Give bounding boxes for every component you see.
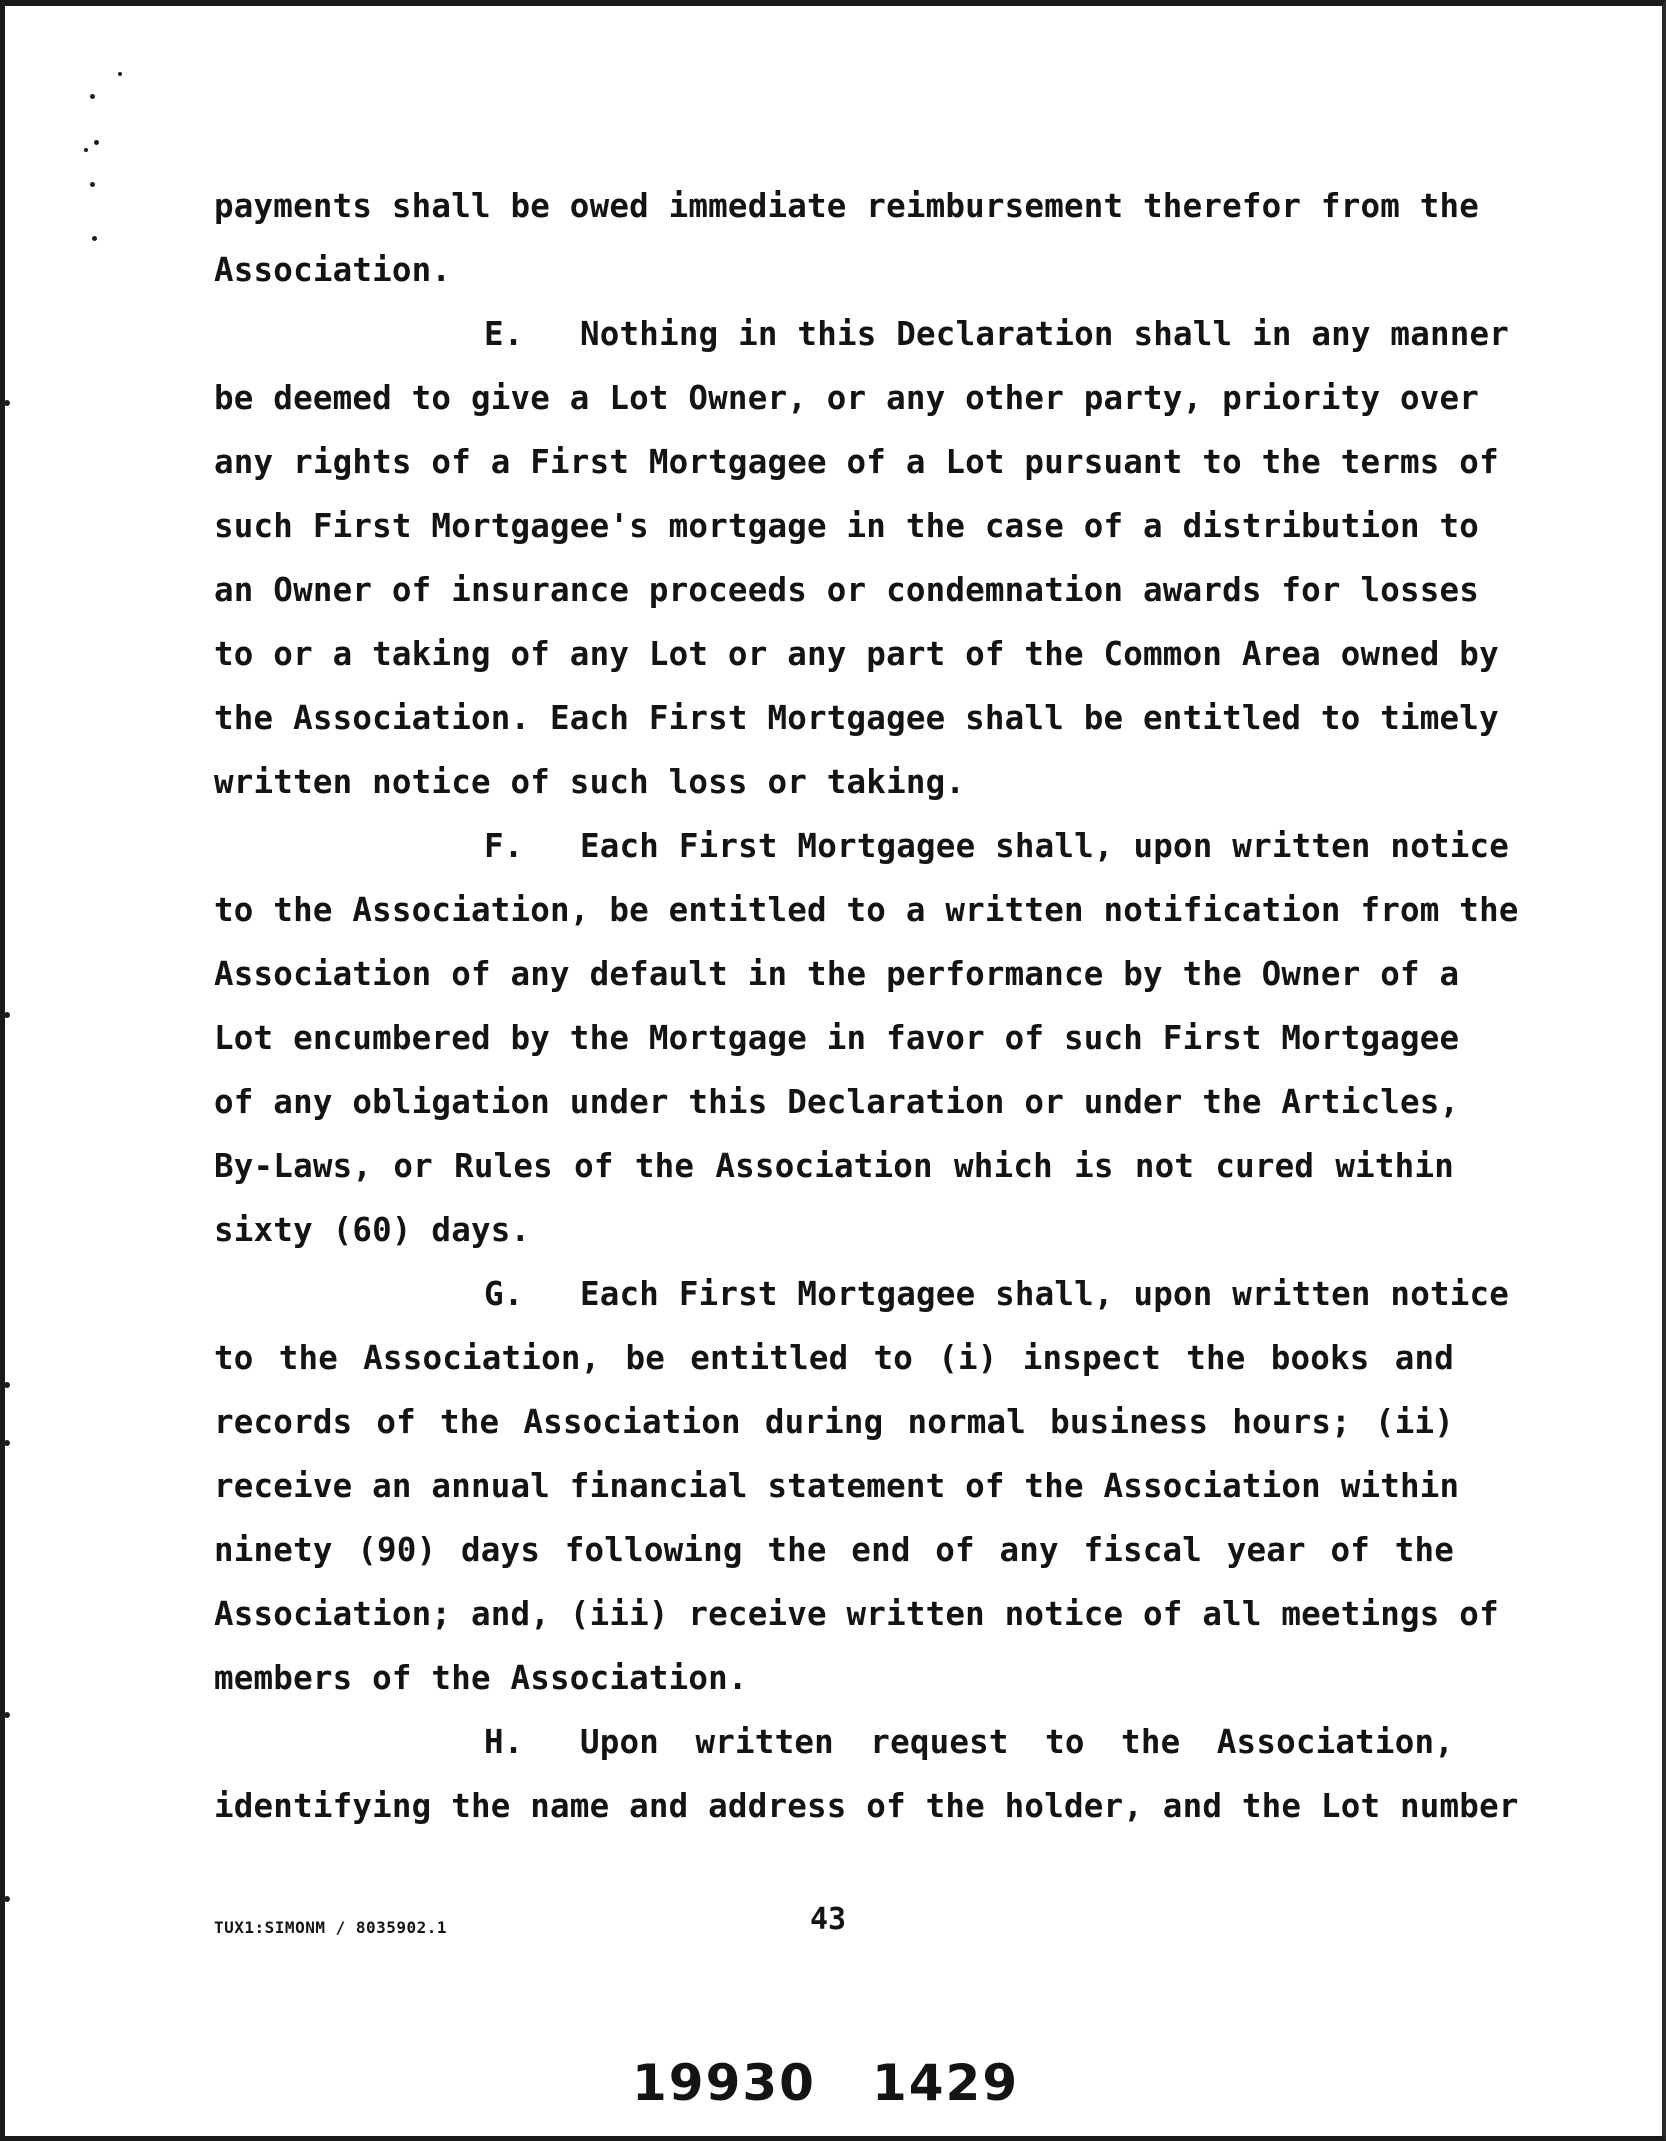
text-line: to the Association, be entitled to a written notification from the — [214, 891, 1519, 929]
section-letter: H. — [484, 1723, 524, 1761]
text-line: an Owner of insurance proceeds or condemnation awards for losses — [214, 571, 1480, 609]
section-f-heading — [484, 824, 1510, 868]
section-letter: E. — [484, 315, 524, 353]
stamp-book-number: 19930 — [632, 2054, 816, 2112]
section-e-heading — [484, 312, 1510, 356]
edge-dot — [4, 1712, 10, 1718]
text-line: identifying the name and address of the holder, and the Lot number — [214, 1787, 1519, 1825]
text-line: records of the Association during normal business hours; (ii) — [214, 1403, 1454, 1441]
text-line: be deemed to give a Lot Owner, or any other party, priority over — [214, 379, 1480, 417]
text-line: Lot encumbered by the Mortgage in favor of such First Mortgagee — [214, 1019, 1460, 1057]
text-line: to the Association, be entitled to (i) inspect the books and — [214, 1339, 1454, 1377]
edge-dot — [4, 1382, 10, 1388]
text-line: of any obligation under this Declaration or under the Articles, — [214, 1083, 1460, 1121]
hole-punch-marks — [78, 60, 118, 260]
text-line: By-Laws, or Rules of the Association which is not cured within — [214, 1147, 1454, 1185]
text-line: ninety (90) days following the end of any fiscal year of the — [214, 1531, 1454, 1569]
text-line: written notice of such loss or taking. — [214, 763, 966, 801]
text-line: Association. — [214, 251, 452, 289]
recording-stamp — [632, 2054, 1019, 2112]
text-line: any rights of a First Mortgagee of a Lot pursuant to the terms of — [214, 443, 1499, 481]
margin-dot — [94, 140, 99, 145]
text-line: such First Mortgagee's mortgage in the case of a distribution to — [214, 507, 1480, 545]
section-g-heading — [484, 1272, 1510, 1316]
page-number: 43 — [810, 1902, 847, 1937]
edge-dot — [4, 400, 10, 406]
margin-dot — [118, 72, 122, 76]
margin-dot — [92, 236, 97, 241]
edge-dot — [4, 1012, 10, 1018]
text-line: sixty (60) days. — [214, 1211, 531, 1249]
text-line: members of the Association. — [214, 1659, 748, 1697]
edge-dot — [4, 1896, 10, 1902]
text-line: the Association. Each First Mortgagee shall be entitled to timely — [214, 699, 1499, 737]
text-line: Association of any default in the performance by the Owner of a — [214, 955, 1460, 993]
text-line: Association; and, (iii) receive written notice of all meetings of — [214, 1595, 1499, 1633]
footer-document-id: TUX1:SIMONM / 8035902.1 — [214, 1918, 448, 1937]
section-first-line: Each First Mortgagee shall, upon written notice — [580, 1275, 1510, 1313]
section-letter: F. — [484, 827, 524, 865]
section-first-line: Upon written request to the Association, — [580, 1723, 1454, 1761]
edge-dot — [4, 1440, 10, 1446]
section-h-heading — [484, 1720, 1454, 1764]
section-first-line: Each First Mortgagee shall, upon written notice — [580, 827, 1510, 865]
text-line: payments shall be owed immediate reimbursement therefor from the — [214, 187, 1480, 225]
section-first-line: Nothing in this Declaration shall in any manner — [580, 315, 1510, 353]
section-letter: G. — [484, 1275, 524, 1313]
stamp-page-number: 1429 — [871, 2054, 1020, 2112]
margin-dot — [90, 94, 95, 99]
text-line: receive an annual financial statement of the Association within — [214, 1467, 1460, 1505]
margin-dot — [84, 148, 88, 152]
margin-dot — [90, 182, 95, 187]
text-line: to or a taking of any Lot or any part of the Common Area owned by — [214, 635, 1499, 673]
